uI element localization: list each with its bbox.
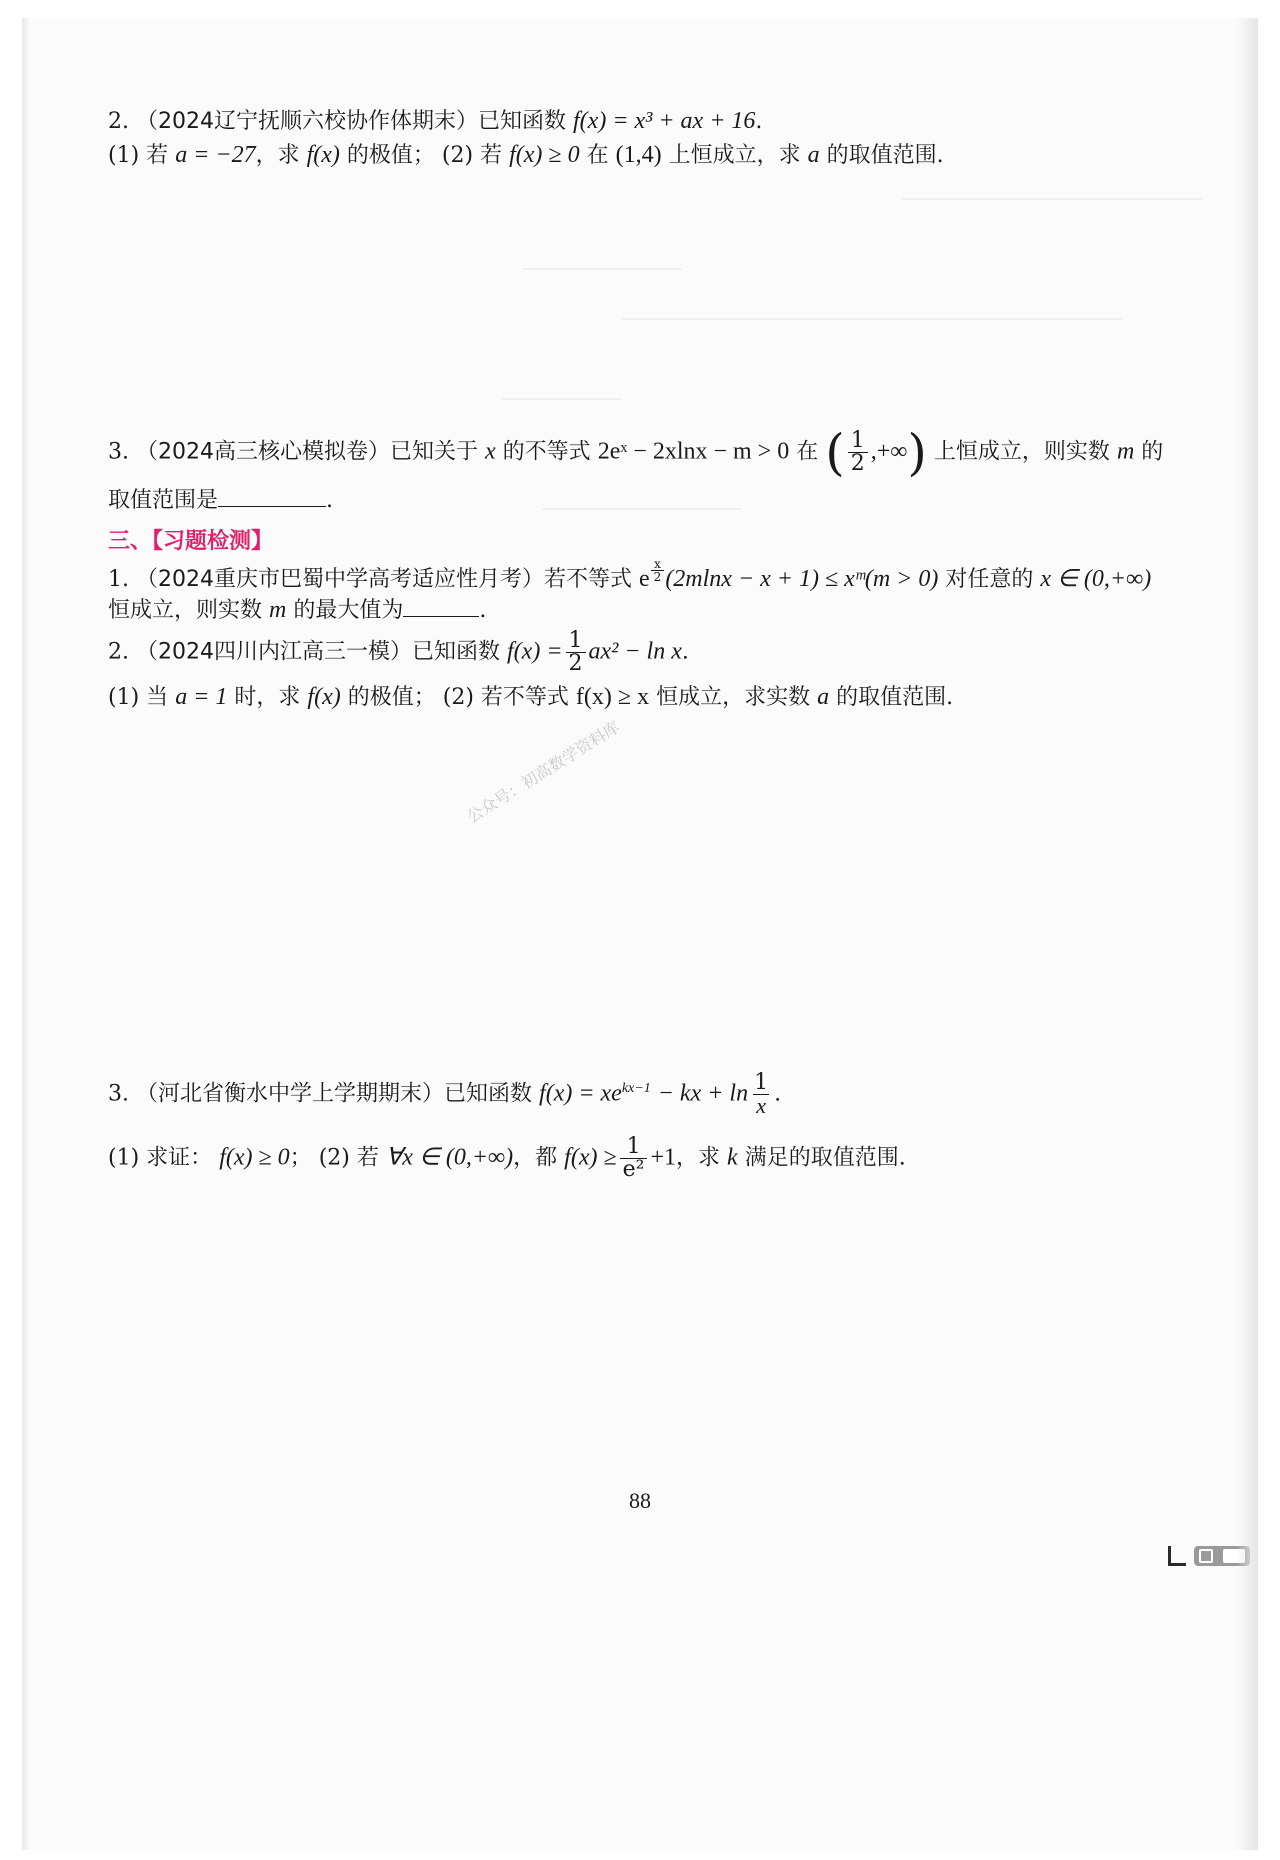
question-text: ，求	[255, 143, 300, 168]
question-number: 1.	[108, 567, 129, 592]
fraction	[751, 1072, 771, 1117]
math-formula: f(x) ≥ x	[575, 684, 650, 710]
question-text: 的极值；	[347, 685, 436, 710]
part-label: (1)	[108, 143, 140, 168]
question-text: 若	[146, 143, 169, 168]
math-variable: m	[269, 597, 287, 623]
question-text: 的最大值为	[293, 598, 404, 623]
math-formula: f(x) ≥ 0	[219, 1144, 290, 1171]
watermark: 公众号：初高数学资料库	[463, 717, 623, 827]
punctuation: .	[774, 1081, 782, 1107]
question-number: 2.	[108, 109, 129, 134]
section-heading: 三、【习题检测】	[108, 529, 274, 554]
math-variable: k	[727, 1144, 738, 1171]
fraction-denominator: 2	[651, 570, 665, 583]
question-source: （2024重庆市巴蜀中学高考适应性月考）	[136, 567, 544, 592]
math-formula: e	[639, 566, 650, 592]
question-2-stem	[108, 106, 762, 137]
punctuation: .	[479, 598, 487, 623]
question-text: 若	[480, 143, 503, 168]
math-formula: f(x)	[307, 684, 341, 710]
question-2-parts	[108, 140, 944, 171]
fraction-numerator: x	[654, 557, 661, 571]
math-formula: ∀x ∈ (0,+∞)	[385, 1144, 514, 1171]
fraction-denominator: x	[753, 1094, 769, 1117]
math-formula: ax² − ln x	[588, 638, 682, 665]
fraction	[566, 630, 586, 675]
question-text: 恒成立，则实数	[108, 598, 263, 623]
math-formula: (1,4)	[615, 142, 662, 168]
question-text: 若	[356, 1145, 379, 1171]
question-text: 已知函数	[444, 1081, 533, 1107]
left-paren: (	[825, 423, 845, 482]
exercise-1-stem	[108, 558, 1151, 595]
punctuation: .	[681, 639, 689, 665]
right-paren: )	[907, 423, 927, 482]
math-formula: a = −27	[175, 142, 256, 168]
math-formula: x ∈ (0,+∞)	[1040, 566, 1152, 592]
question-number: 3.	[108, 1081, 129, 1107]
bleed-through-mark	[542, 508, 742, 510]
math-formula: a = 1	[175, 684, 228, 710]
bleed-through-mark	[902, 198, 1202, 200]
part-label: (2)	[441, 143, 474, 168]
question-text: 恒成立，求实数	[656, 685, 811, 710]
question-text: 已知函数	[478, 109, 567, 134]
page-number: 88	[629, 1488, 651, 1513]
exercise-2-stem	[108, 630, 689, 675]
punctuation: ；	[289, 1145, 312, 1171]
question-3-line2	[108, 484, 333, 516]
fraction-numerator: 1	[568, 628, 583, 653]
math-variable: a	[807, 142, 820, 168]
question-text: ，都	[513, 1145, 558, 1171]
exercise-3-parts	[108, 1136, 906, 1181]
question-text: 若不等式	[544, 567, 633, 592]
document-page	[22, 18, 1258, 1850]
question-text: 求证：	[146, 1145, 213, 1171]
math-formula: − kx + ln	[657, 1080, 749, 1107]
math-variable: a	[817, 684, 830, 710]
math-variable: m	[1116, 438, 1135, 465]
question-source: （河北省衡水中学上学期期末）	[136, 1081, 445, 1107]
math-formula: (2mlnx − x + 1) ≤ xᵐ(m > 0)	[665, 566, 939, 592]
question-text: 满足的取值范围.	[744, 1145, 906, 1171]
question-source: （2024高三核心模拟卷）	[136, 439, 390, 465]
question-text: 对任意的	[945, 567, 1034, 592]
question-text: 已知关于	[390, 439, 479, 465]
view-toggle[interactable]	[1194, 1546, 1250, 1566]
bleed-through-mark	[622, 318, 1122, 320]
punctuation: .	[755, 109, 763, 134]
bleed-through-mark	[502, 398, 622, 400]
part-label: (2)	[442, 685, 474, 710]
math-formula: f(x) ≥	[564, 1144, 617, 1171]
fraction-numerator: 1	[754, 1070, 769, 1095]
part-label: (2)	[318, 1145, 350, 1171]
math-formula: f(x) ≥ 0	[509, 142, 580, 168]
math-formula: f(x)	[306, 142, 340, 168]
answer-blank	[218, 484, 326, 507]
question-number: 3.	[108, 439, 129, 465]
question-text: ，求	[676, 1145, 721, 1171]
answer-blank	[403, 594, 479, 617]
exercise-2-parts	[108, 682, 953, 713]
question-3-stem	[108, 423, 1164, 482]
question-text: 取值范围是	[108, 488, 219, 513]
question-text: 在	[586, 143, 609, 168]
exercise-3-stem	[108, 1072, 781, 1117]
exercise-1-line2	[108, 594, 486, 626]
math-formula: f(x) = xe	[539, 1080, 622, 1107]
bleed-through-mark	[522, 268, 682, 270]
question-text: 的取值范围.	[836, 685, 954, 710]
fraction-denominator: e²	[620, 1158, 648, 1181]
page-corner-bracket	[1168, 1546, 1186, 1566]
question-source: （2024四川内江高三一模）	[136, 639, 412, 665]
punctuation: .	[326, 488, 334, 513]
exponent-fraction	[651, 558, 665, 583]
math-formula: ,+∞	[870, 438, 908, 465]
math-variable: x	[485, 438, 496, 465]
question-text: 若不等式	[480, 685, 569, 710]
question-text: 的不等式	[502, 439, 591, 465]
fraction	[848, 430, 868, 475]
question-text: 的取值范围.	[826, 143, 944, 168]
math-formula: f(x) =	[507, 638, 563, 665]
question-text: 已知函数	[412, 639, 501, 665]
part-label: (1)	[108, 685, 140, 710]
part-label: (1)	[108, 1145, 140, 1171]
math-exponent: kx−1	[621, 1081, 651, 1097]
fraction-numerator: 1	[626, 1134, 641, 1159]
question-text: 上恒成立，求	[668, 143, 801, 168]
math-formula: 2eˣ − 2xlnx − m > 0	[597, 438, 790, 465]
fraction-denominator: 2	[848, 452, 868, 475]
math-formula: f(x) = x³ + ax + 16	[573, 108, 756, 134]
math-formula: +1	[650, 1144, 677, 1171]
fraction-denominator: 2	[566, 652, 586, 675]
question-number: 2.	[108, 639, 129, 665]
question-source: （2024辽宁抚顺六校协作体期末）	[136, 109, 478, 134]
question-text: 上恒成立，则实数	[933, 439, 1110, 465]
fraction-numerator: 1	[850, 428, 865, 453]
question-text: 在	[796, 439, 819, 465]
question-text: 当	[146, 685, 169, 710]
question-text: 的极值；	[346, 143, 435, 168]
question-text: 的	[1141, 439, 1164, 465]
fraction	[620, 1136, 648, 1181]
question-text: 时，求	[234, 685, 301, 710]
